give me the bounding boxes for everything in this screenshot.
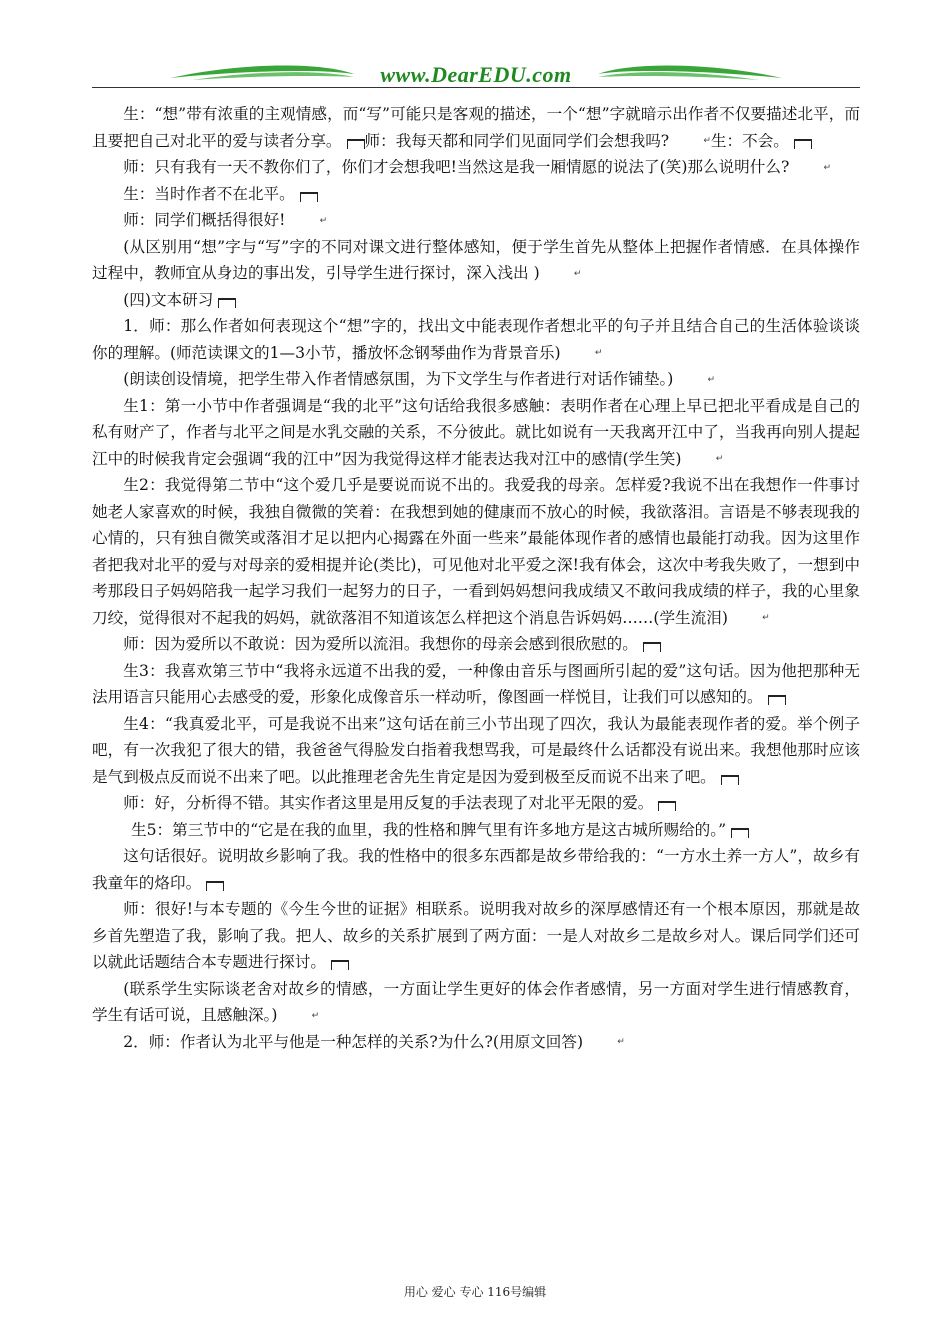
line-break-arrow-icon: ↵ bbox=[319, 215, 328, 226]
paragraph-mark-icon bbox=[658, 801, 676, 811]
paragraph-mark-icon bbox=[347, 139, 365, 149]
paragraph-text: 师：很好!与本专题的《今生今世的证据》相联系。说明我对故乡的深厚感情还有一个根本原因，那就是故乡首先塑造了我，影响了我。把人、故乡的关系扩展到了两方面：一是人对故乡二是故乡对人。课后同学们还可以就此话题结合本专题进行探讨。 bbox=[92, 900, 860, 971]
line-break-arrow-icon: ↵ bbox=[311, 1010, 320, 1021]
paragraph-mark-icon bbox=[794, 139, 812, 149]
paragraph-mark-icon bbox=[331, 960, 349, 970]
paragraph bbox=[92, 181, 860, 208]
paragraph-mark-icon bbox=[218, 298, 236, 308]
paragraph-text: 2．师：作者认为北平与他是一种怎样的关系?为什么?(用原文回答) bbox=[123, 1032, 584, 1051]
line-break-arrow-icon: ↵ bbox=[703, 136, 711, 146]
paragraph bbox=[92, 1029, 860, 1056]
paragraph bbox=[92, 843, 860, 896]
paragraph-text: 师：好，分析得不错。其实作者这里是用反复的手法表现了对北平无限的爱。 bbox=[123, 794, 654, 812]
paragraph-text: 生3：我喜欢第三节中“我将永远道不出我的爱，一种像由音乐与图画所引起的爱”这句话。因为他把那种无法用语言只能用心去感受的爱，形象化成像音乐一样动听，像图画一样悦目，让我们可以感知的。 bbox=[92, 661, 860, 706]
paragraph-mark-icon bbox=[643, 642, 661, 652]
paragraph-text: 1．师：那么作者如何表现这个“想”字的，找出文中能表现作者想北平的句子并且结合自己的生活体验谈谈你的理解。(师范读课文的1—3小节，播放怀念钢琴曲作为背景音乐) bbox=[92, 317, 860, 362]
paragraph-mark-icon bbox=[768, 695, 786, 705]
header-divider bbox=[92, 87, 860, 88]
paragraph bbox=[92, 472, 860, 631]
page-footer: 用心 爱心 专心 116号编辑 bbox=[403, 1285, 547, 1299]
line-break-arrow-icon: ↵ bbox=[573, 268, 582, 279]
paragraph bbox=[92, 101, 860, 154]
paragraph bbox=[92, 313, 860, 366]
paragraph bbox=[92, 631, 860, 658]
paragraph-text: (联系学生实际谈老舍对故乡的情感，一方面让学生更好的体会作者感情，另一方面对学生进行情感教育，学生有话可说，且感触深。) bbox=[92, 979, 860, 1024]
paragraph-mark-icon bbox=[721, 775, 739, 785]
paragraph-text: 师：因为爱所以不敢说：因为爱所以流泪。我想你的母亲会感到很欣慰的。 bbox=[123, 635, 638, 653]
paragraph-text: 师：只有我有一天不教你们了，你们才会想我吧!当然这是我一厢情愿的说法了(笑)那么说明什么? bbox=[123, 158, 790, 176]
paragraph bbox=[92, 896, 860, 976]
paragraph-text: 生5：第三节中的“它是在我的血里，我的性格和脾气里有许多地方是这古城所赐给的。” bbox=[131, 820, 727, 839]
paragraph-mark-icon bbox=[300, 192, 318, 202]
paragraph-text: (四)文本研习 bbox=[123, 290, 214, 309]
line-break-arrow-icon: ↵ bbox=[715, 454, 724, 464]
paragraph-text: (朗读创设情境，把学生带入作者情感氛围，为下文学生与作者进行对话作铺垫。) bbox=[123, 370, 674, 388]
paragraph-mark-icon bbox=[206, 881, 224, 891]
paragraph bbox=[92, 393, 860, 473]
paragraph-text: 生4：“我真爱北平，可是我说不出来”这句话在前三小节出现了四次，我认为最能表现作者的爱。举个例子吧，有一次我犯了很大的错，我爸爸气得脸发白指着我想骂我，可是最终什么话都没有说出来。我想他那时应该是气到极点反而说不出来了吧。以此推理老舍先生肯定是因为爱到极至反而说不出来了吧。 bbox=[92, 714, 860, 786]
paragraph-text-continued: 师：我每天都和同学们见面同学们会想我吗? bbox=[364, 131, 670, 150]
paragraph-text: 生：当时作者不在北平。 bbox=[123, 184, 295, 203]
paragraph-text: 生：“想”带有浓重的主观情感，而“写”可能只是客观的描述，一个“想”字就暗示出作者不仅要描述北平，而且要把自己对北平的爱与读者分享。 bbox=[92, 105, 860, 150]
line-break-arrow-icon: ↵ bbox=[823, 162, 832, 173]
document-body bbox=[92, 101, 860, 1055]
paragraph bbox=[92, 287, 860, 314]
paragraph bbox=[92, 234, 860, 287]
paragraph-text-continued: 生：不会。 bbox=[710, 131, 789, 150]
paragraph-mark-icon bbox=[731, 828, 749, 838]
paragraph bbox=[92, 711, 860, 791]
line-break-arrow-icon: ↵ bbox=[762, 613, 770, 623]
paragraph bbox=[92, 207, 860, 234]
paragraph bbox=[92, 658, 860, 711]
paragraph bbox=[92, 154, 860, 181]
paragraph bbox=[92, 366, 860, 393]
paragraph-text: 这句话很好。说明故乡影响了我。我的性格中的很多东西都是故乡带给我的：“一方水土养一方人”，故乡有我童年的烙印。 bbox=[92, 847, 860, 892]
paragraph bbox=[92, 976, 860, 1029]
paragraph-text: 生2：我觉得第二节中“这个爱几乎是要说而说不出的。我爱我的母亲。怎样爱?我说不出在我想作一件事讨她老人家喜欢的时候，我独自微微的笑着：在我想到她的健康而不放心的时候，我欲落泪。言语是不够表现我的心情的，只有独自微笑或落泪才足以把内心揭露在外面一些来”最能体现作者的感情也最能打动我。因为这里作者把我对北平的爱与对母亲的爱相提并论(类比)，可见他对北平爱之深!我有体会，这次中考我失败了，一想到中考那段日子妈妈陪我一起学习我们一起努力的日子，一看到妈妈想问我成绩又不敢问我成绩的样子，我的心里象刀绞，觉得很对不起我的妈妈，就欲落泪不知道该怎么样把这个消息告诉妈妈……(学生流泪) bbox=[92, 476, 860, 627]
paragraph-text: (从区别用“想”字与“写”字的不同对课文进行整体感知，便于学生首先从整体上把握作者情感．在具体操作过程中，教师宜从身边的事出发，引导学生进行探讨，深入浅出 ) bbox=[92, 237, 860, 282]
paragraph-text: 师：同学们概括得很好! bbox=[123, 211, 286, 229]
paragraph bbox=[92, 817, 860, 844]
paragraph-text: 生1：第一小节中作者强调是“我的北平”这句话给我很多感触：表明作者在心理上早已把北平看成是自己的私有财产了，作者与北平之间是水乳交融的关系，不分彼此。就比如说有一天我离开江中了，当我再向别人提起江中的时候我肯定会强调“我的江中”因为我觉得这样才能表达我对江中的感情(学生笑) bbox=[92, 396, 860, 468]
line-break-arrow-icon: ↵ bbox=[617, 1037, 625, 1047]
paragraph bbox=[92, 790, 860, 817]
line-break-arrow-icon: ↵ bbox=[594, 348, 603, 358]
site-logo-text: www.DearEDU.com bbox=[380, 62, 572, 87]
line-break-arrow-icon: ↵ bbox=[707, 374, 716, 385]
